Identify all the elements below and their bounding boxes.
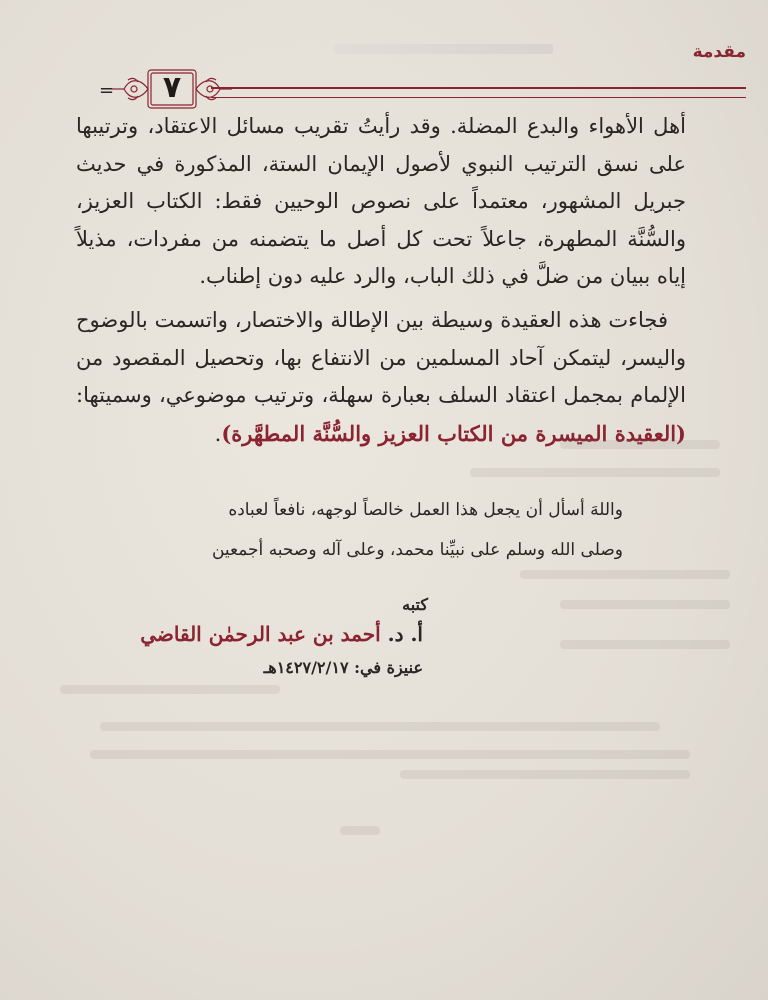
paragraph-2-text: فجاءت هذه العقيدة وسيطة بين الإطالة والاختصار، واتسمت بالوضوح واليسر، ليتمكن آحاد المسلمين من الانتفاع بها، وتحصيل المقصود من الإلمام بمجمل اعتقاد السلف بعبارة سهلة، وترتيب موضوعي، وسميتها: bbox=[76, 308, 686, 407]
bleed-through-line bbox=[340, 826, 380, 835]
bleed-through-line bbox=[400, 770, 690, 779]
bleed-through-line bbox=[90, 750, 690, 759]
bleed-through-text bbox=[333, 44, 553, 54]
bleed-through-line bbox=[470, 468, 720, 477]
bleed-through-line bbox=[560, 640, 730, 649]
signature-label: كتبه bbox=[402, 595, 428, 614]
body-paragraph-2 bbox=[76, 302, 686, 453]
bleed-through-line bbox=[560, 600, 730, 609]
page-number: ٧ bbox=[162, 70, 182, 105]
book-title: (العقيدة الميسرة من الكتاب العزيز والسُّنَّة المطهَّرة) bbox=[221, 420, 686, 446]
section-title: مقدمة bbox=[692, 42, 746, 62]
bleed-through-line bbox=[100, 722, 660, 731]
margin-mark: = bbox=[99, 80, 115, 101]
header-rule bbox=[211, 87, 746, 98]
closing-line-1: واللهَ أسأل أن يجعل هذا العمل خالصاً لوجهه، نافعاً لعباده bbox=[228, 500, 623, 520]
bleed-through-line bbox=[520, 570, 730, 579]
bleed-through-line bbox=[60, 685, 280, 694]
closing-line-2: وصلى الله وسلم على نبيِّنا محمد، وعلى آله وصحبه أجمعين bbox=[211, 540, 623, 560]
author-title: أ. د. bbox=[387, 622, 423, 646]
author-line bbox=[140, 622, 423, 646]
author-name: أحمد بن عبد الرحمٰن القاضي bbox=[140, 622, 381, 646]
body-paragraph-1: أهل الأهواء والبدع المضلة. وقد رأيتُ تقريب مسائل الاعتقاد، وترتيبها على نسق الترتيب النبوي لأصول الإيمان الستة، المذكورة في حديث جبريل المشهور، معتمداً على نصوص الوحيين فقط: الكتاب العزيز، والسُّنَّة المطهرة، جاعلاً تحت كل أصل ما يتضمنه من مفردات، مذيلاً إياه ببيان من ضلَّ في ذلك الباب، والرد عليه دون إطناب. bbox=[76, 114, 686, 288]
book-title-period: . bbox=[214, 421, 222, 446]
place-and-date: عنيزة في: ١٤٢٧/٢/١٧هـ bbox=[263, 658, 423, 677]
bleed-through-line bbox=[560, 440, 720, 449]
